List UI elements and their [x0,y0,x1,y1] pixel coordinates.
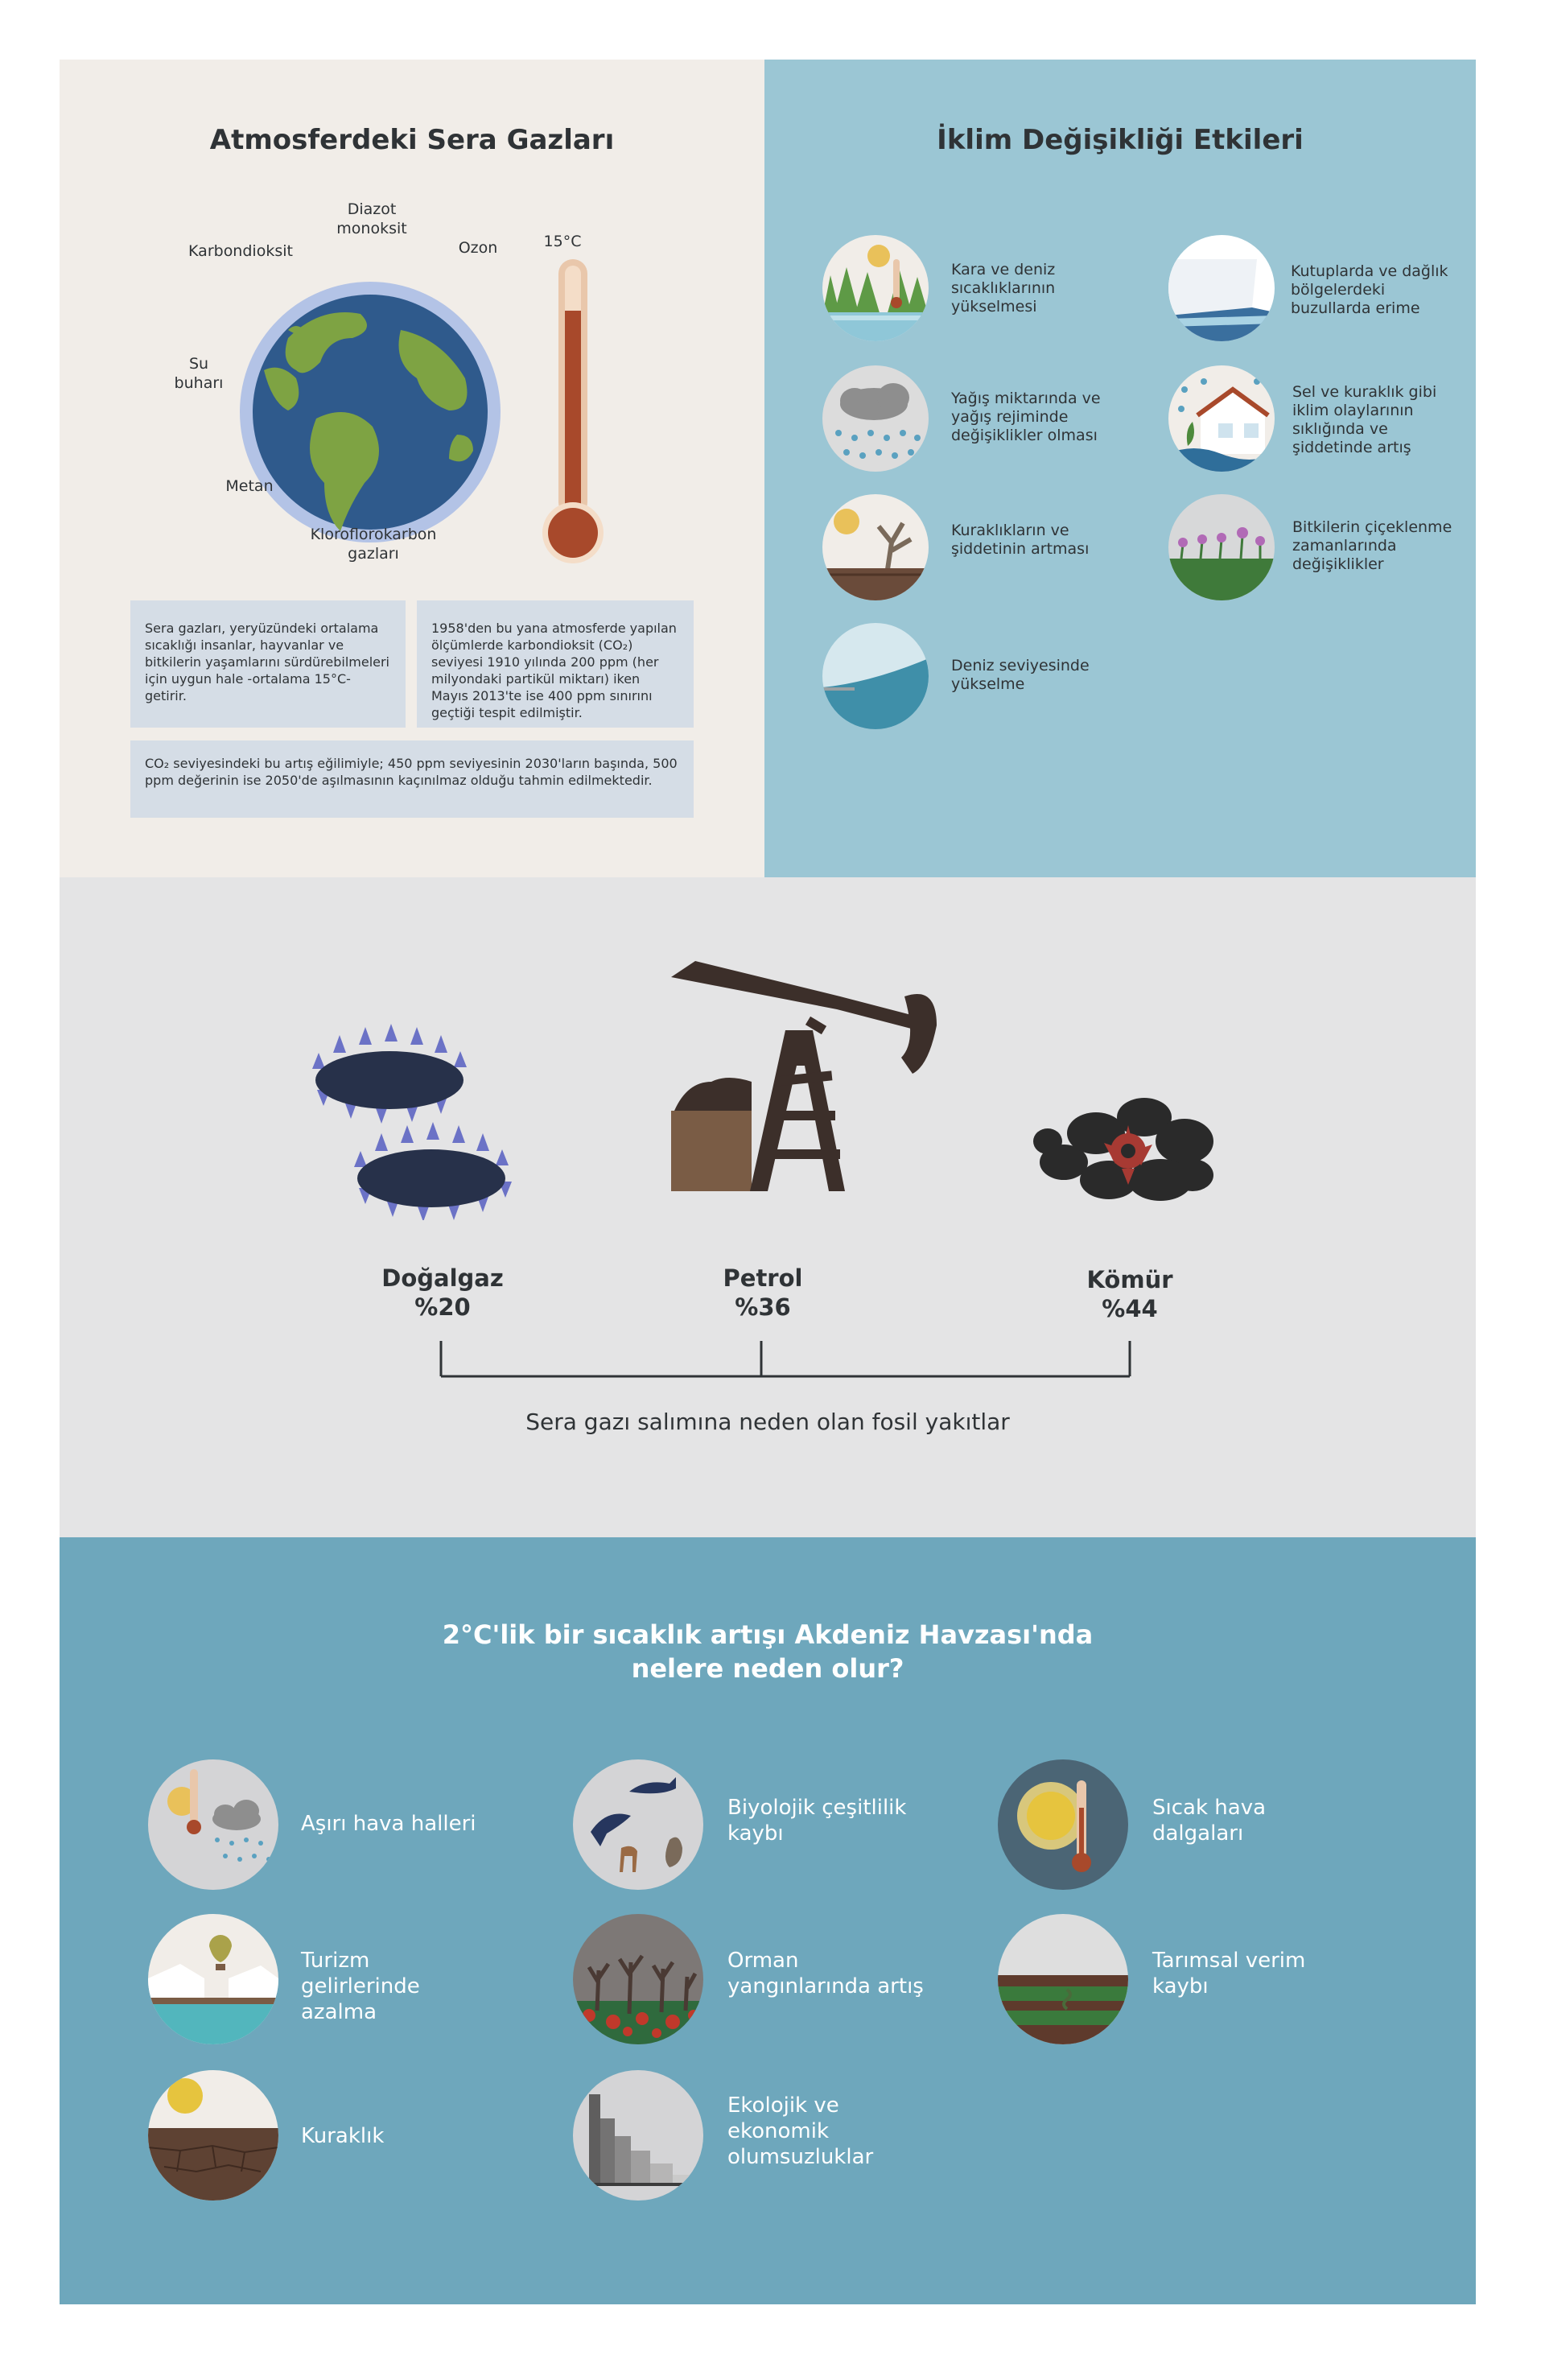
drought-tree-icon [822,494,929,600]
med-label-4: Turizm gelirlerinde azalma [301,1949,420,2024]
fuels-bracket [439,1341,1131,1380]
greenhouse-panel [60,60,764,877]
sea-level-icon [822,623,929,729]
rain-cloud-icon [822,365,929,472]
economy-decline-icon [573,2070,703,2201]
fossil-fuels-panel [60,877,1476,1537]
heatwave-icon [998,1759,1128,1890]
fuel-percent-komur: %44 [1102,1295,1158,1322]
effect-label-1: Kara ve deniz sıcaklıklarının yükselmesi [951,261,1056,316]
gas-label-karbondioksit: Karbondioksit [188,242,293,260]
fuel-percent-petrol: %36 [735,1293,791,1321]
med-label-7: Kuraklık [301,2124,385,2148]
greenhouse-title: Atmosferdeki Sera Gazları [209,124,615,156]
forest-thermometer-icon [822,235,929,341]
effect-label-4: Sel ve kuraklık gibi iklim olaylarının sıklığında ve şiddetinde artış [1292,383,1437,456]
glacier-icon [1168,235,1275,341]
med-label-8: Ekolojik ve ekonomik olumsuzluklar [727,2093,874,2169]
effect-label-7: Deniz seviyesinde yükselme [951,657,1090,693]
biodiversity-icon [573,1759,703,1890]
effect-label-2: Kutuplarda ve dağlık bölgelerdeki buzullarda erime [1291,262,1448,317]
mediterranean-title-line2: nelere neden olur? [631,1653,904,1684]
gas-label-metan: Metan [225,477,274,495]
info-box-1: Sera gazları, yeryüzündeki ortalama sıcaklığı insanlar, hayvanlar ve bitkilerin yaşamlarını sürdürebilmeleri için uygun hale -ortalama 15°C- getirir. [130,600,406,728]
forest-fire-icon [573,1914,703,2044]
effects-title: İklim Değişikliği Etkileri [937,124,1304,156]
drought-icon [148,2070,278,2201]
mediterranean-title [60,1618,1476,1685]
gas-label-su-buhari: Su buharı [174,355,224,392]
effect-label-5: Kuraklıkların ve şiddetinin artması [951,522,1090,558]
gas-label-kloroflorokarbon: Kloroflorokarbon gazları [310,526,437,563]
oil-pump-icon [663,953,961,1191]
climate-effects-panel [764,60,1476,877]
flood-house-icon [1168,365,1275,472]
gas-burner-icon [301,1021,534,1220]
fuel-name-petrol: Petrol [723,1264,803,1292]
agriculture-icon [998,1914,1128,2044]
flowers-icon [1168,494,1275,600]
extreme-weather-icon [148,1759,278,1890]
gas-label-ozon: Ozon [458,239,498,257]
effect-label-6: Bitkilerin çiçeklenme zamanlarında değişiklikler [1292,518,1452,573]
mediterranean-title-line1: 2°C'lik bir sıcaklık artışı Akdeniz Havzası'nda [442,1619,1094,1650]
med-label-5: Orman yangınlarında artış [727,1949,924,1998]
earth-icon [240,282,501,542]
coal-icon [1032,1085,1218,1206]
tourism-icon [148,1914,278,2044]
fuel-name-dogalgaz: Doğalgaz [381,1264,504,1292]
info-box-3: CO₂ seviyesindeki bu artış eğilimiyle; 450 ppm seviyesinin 2030'ların başında, 500 ppm değerinin ise 2050'de aşılmasının kaçınılmaz olduğu tahmin edilmektedir. [130,740,694,818]
effect-label-3: Yağış miktarında ve yağış rejiminde değişiklikler olması [951,390,1101,444]
thermometer-label: 15°C [543,233,582,250]
mediterranean-panel [60,1537,1476,2304]
fuel-percent-dogalgaz: %20 [414,1293,471,1321]
gas-label-diazot: Diazot monoksit [336,200,407,237]
med-label-6: Tarımsal verim kaybı [1152,1949,1306,1998]
thermometer-icon [542,259,604,573]
med-label-2: Biyolojik çeşitlilik kaybı [727,1796,907,1846]
med-label-1: Aşırı hava halleri [301,1812,476,1836]
fuels-caption: Sera gazı salımına neden olan fosil yakıtlar [525,1409,1010,1435]
fuel-name-komur: Kömür [1086,1266,1173,1293]
med-label-3: Sıcak hava dalgaları [1152,1796,1267,1846]
info-box-2: 1958'den bu yana atmosferde yapılan ölçümlerde karbondioksit (CO₂) seviyesi 1910 yılında 200 ppm (her milyondaki partikül miktarı) iken Mayıs 2013'te ise 400 ppm sınırını geçtiği tespit edilmiştir. [417,600,694,728]
